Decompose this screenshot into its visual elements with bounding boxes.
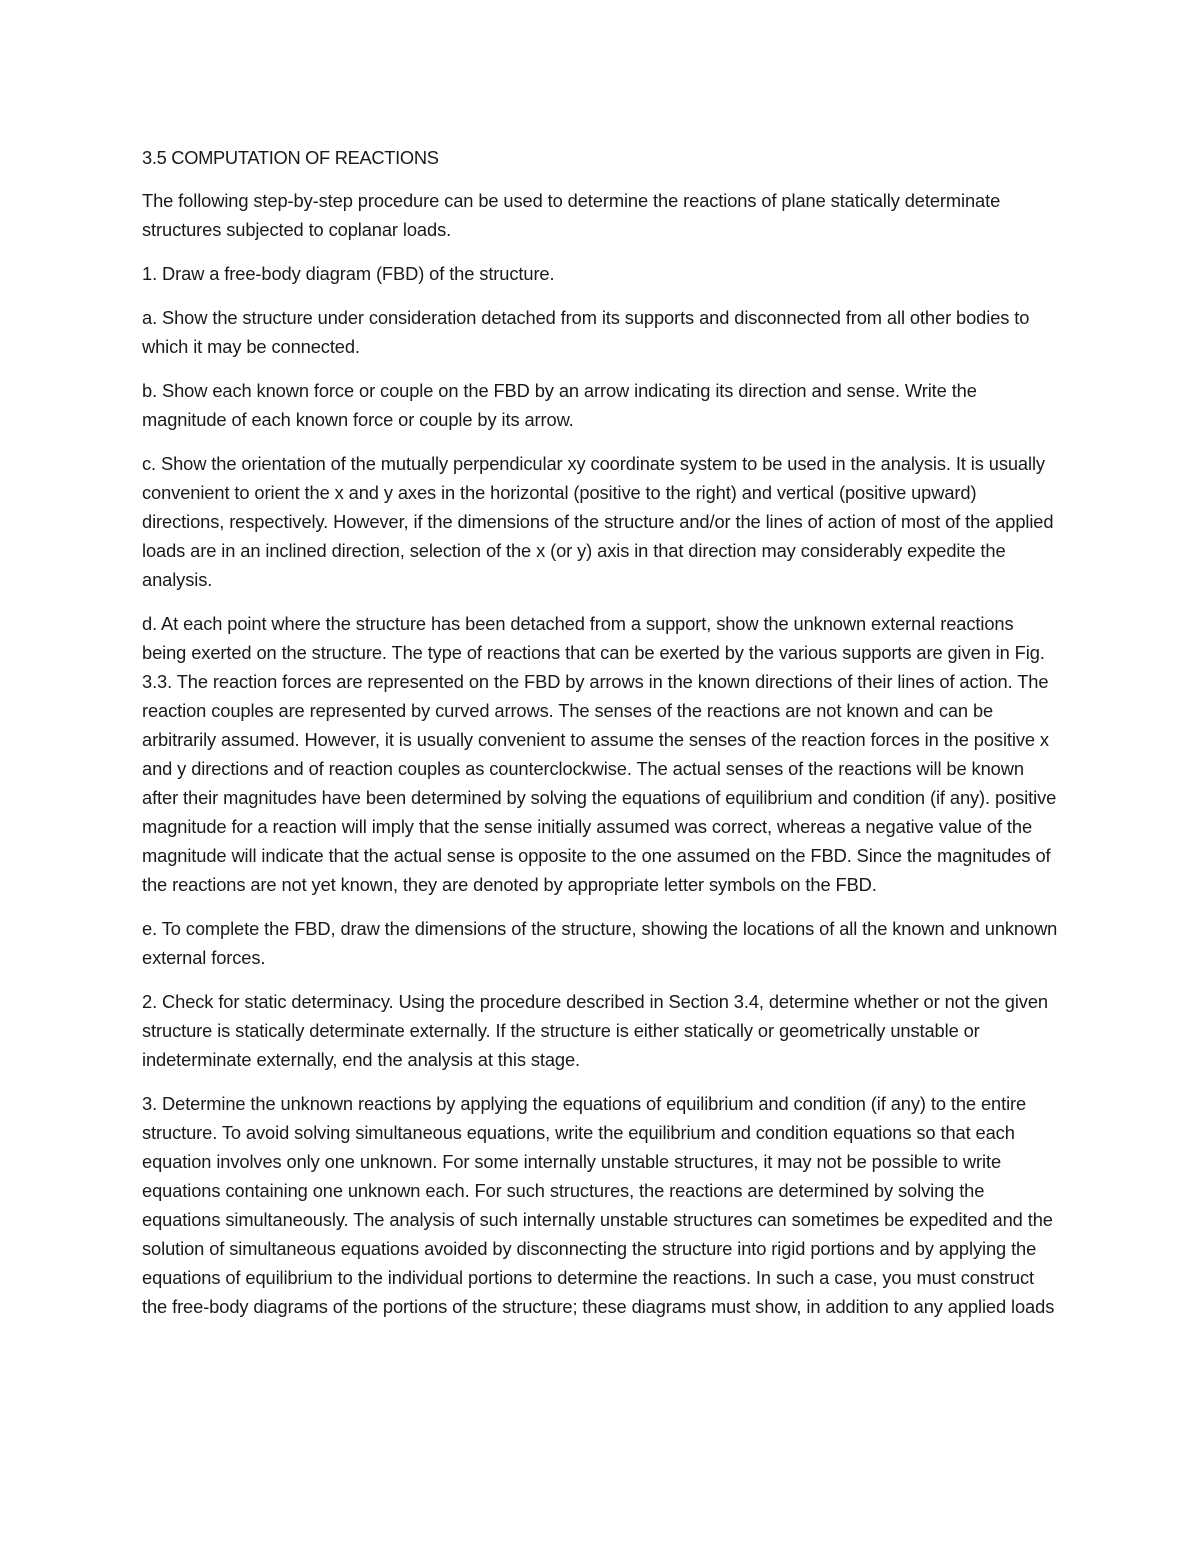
paragraph-step-1b: b. Show each known force or couple on the FBD by an arrow indicating its direction and sense. Write the magnitude of each known force or couple by its arrow. (142, 380, 977, 430)
paragraph-step-1: 1. Draw a free-body diagram (FBD) of the structure. (142, 263, 555, 284)
paragraph-step-1c: c. Show the orientation of the mutually perpendicular xy coordinate system to be used in the analysis. It is usually convenient to orient the x and y axes in the horizontal (positive to the right) and vertical (positive upward) directions, respectively. However, if the dimensions of the structure and/or the lines of action of most of the applied loads are in an inclined direction, selection of the x (or y) axis in that direction may considerably expedite the analysis. (142, 453, 1054, 590)
paragraph-step-3: 3. Determine the unknown reactions by applying the equations of equilibrium and condition (if any) to the entire structure. To avoid solving simultaneous equations, write the equilibrium and condition equations so that each equation involves only one unknown. For some internally unstable structures, it may not be possible to write equations containing one unknown each. For such structures, the reactions are determined by solving the equations simultaneously. The analysis of such internally unstable structures can sometimes be expedited and the solution of simultaneous equations avoided by disconnecting the structure into rigid portions and by applying the equations of equilibrium to the individual portions to determine the reactions. In such a case, you must construct the free-body diagrams of the portions of the structure; these diagrams must show, in addition to any applied loads (142, 1093, 1055, 1317)
paragraph-step-1d: d. At each point where the structure has been detached from a support, show the unknown external reactions being exerted on the structure. The type of reactions that can be exerted by the various supports are given in Fig. 3.3. The reaction forces are represented on the FBD by arrows in the known directions of their lines of action. The reaction couples are represented by curved arrows. The senses of the reactions are not known and can be arbitrarily assumed. However, it is usually convenient to assume the senses of the reaction forces in the positive x and y directions and of reaction couples as counterclockwise. The actual senses of the reactions will be known after their magnitudes have been determined by solving the equations of equilibrium and condition (if any). positive magnitude for a reaction will imply that the sense initially assumed was correct, whereas a negative value of the magnitude will indicate that the actual sense is opposite to the one assumed on the FBD. Since the magnitudes of the reactions are not yet known, they are denoted by appropriate letter symbols on the FBD. (142, 613, 1057, 895)
document-body (142, 143, 1060, 1336)
paragraph-step-2: 2. Check for static determinacy. Using the procedure described in Section 3.4, determine whether or not the given structure is statically determinate externally. If the structure is either statically or geometrically unstable or indeterminate externally, end the analysis at this stage. (142, 991, 1048, 1070)
section-heading: 3.5 COMPUTATION OF REACTIONS (142, 147, 439, 168)
paragraph-step-1e: e. To complete the FBD, draw the dimensions of the structure, showing the locations of all the known and unknown external forces. (142, 918, 1058, 968)
paragraph-step-1a: a. Show the structure under consideration detached from its supports and disconnected from all other bodies to which it may be connected. (142, 307, 1030, 357)
paragraph-intro: The following step-by-step procedure can be used to determine the reactions of plane statically determinate structures subjected to coplanar loads. (142, 190, 1001, 240)
